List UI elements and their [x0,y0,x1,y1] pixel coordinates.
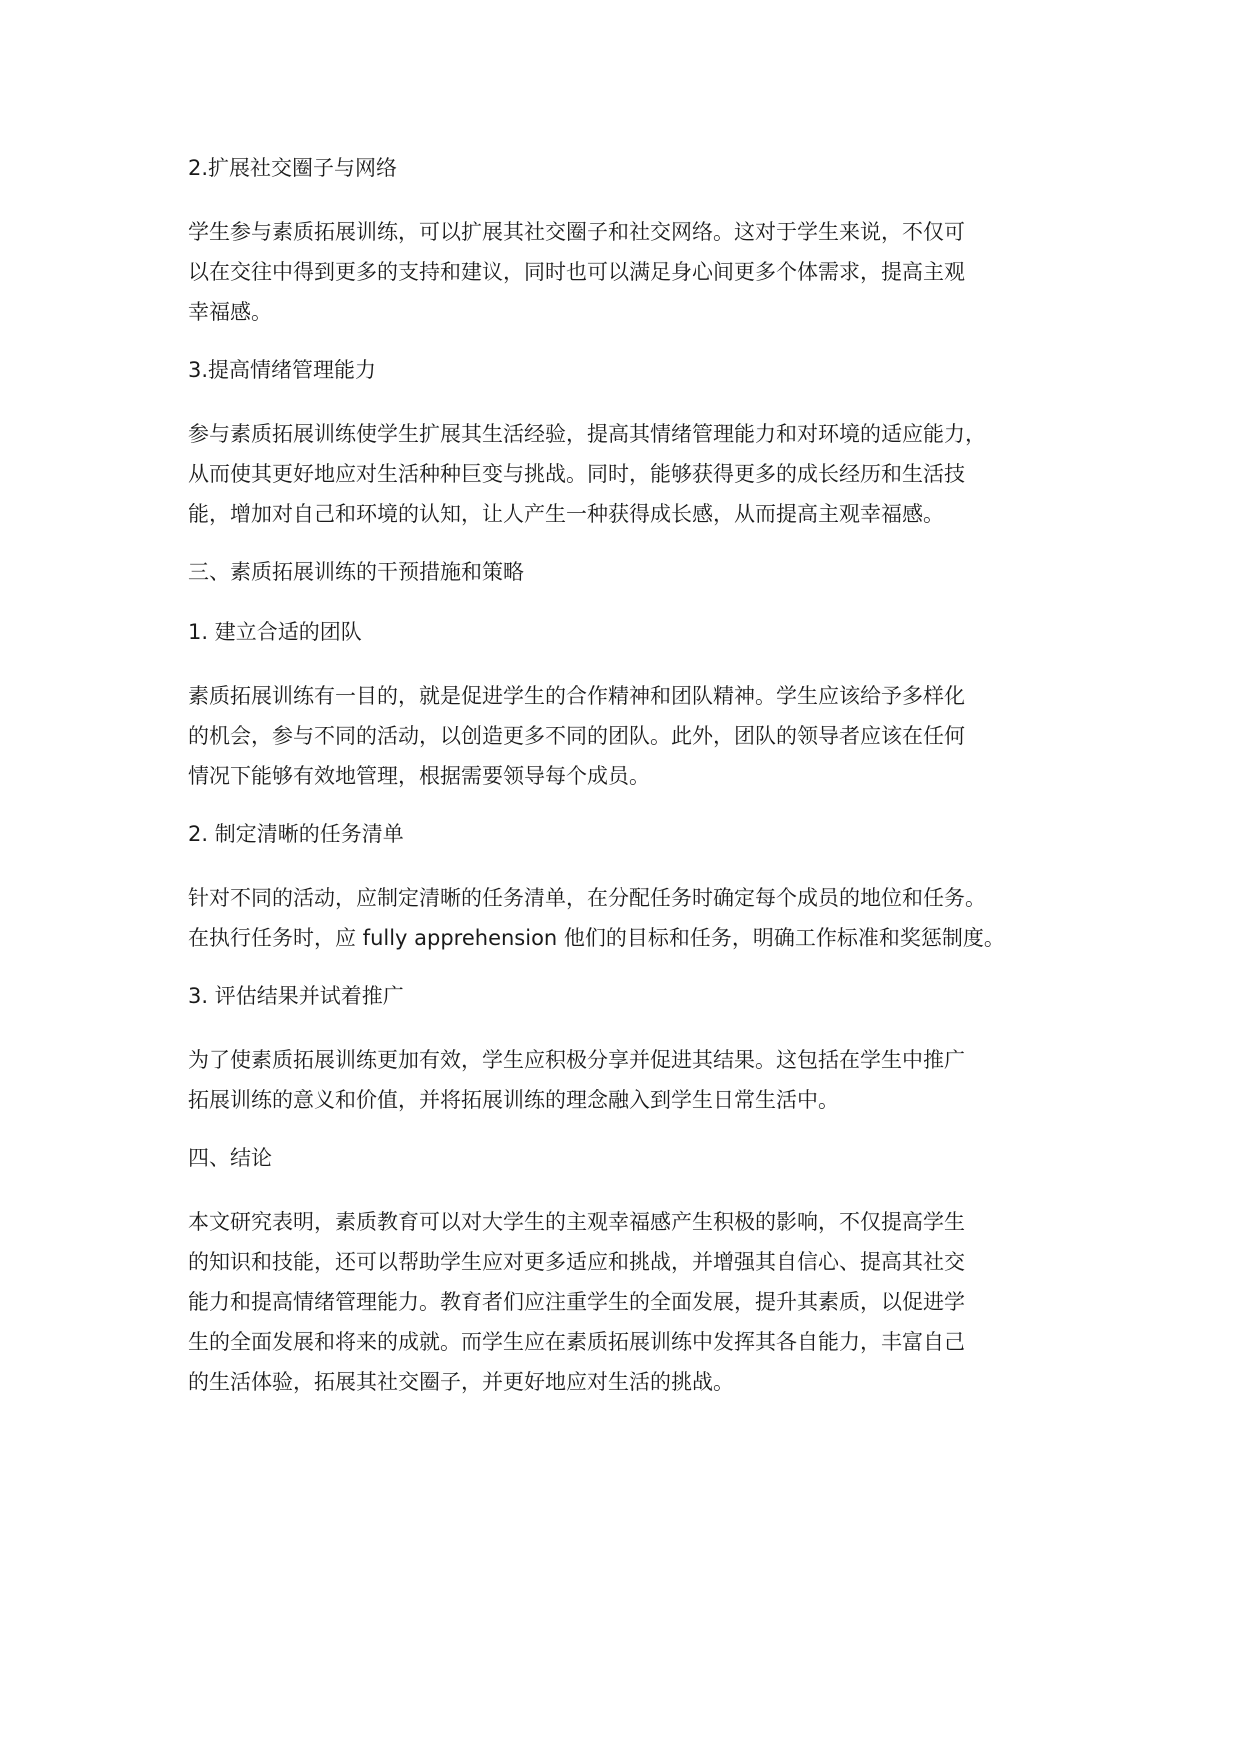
paragraph-line: 以在交往中得到更多的支持和建议，同时也可以满足身心间更多个体需求，提高主观 [188,260,965,284]
paragraph-line: 素质拓展训练有一目的，就是促进学生的合作精神和团队精神。学生应该给予多样化 [188,684,965,708]
paragraph-line: 的机会，参与不同的活动，以创造更多不同的团队。此外，团队的领导者应该在任何 [188,724,965,748]
section-heading-evaluate-results: 3. 评估结果并试着推广 [188,984,404,1008]
paragraph-line: 为了使素质拓展训练更加有效，学生应积极分享并促进其结果。这包括在学生中推广 [188,1048,965,1072]
chapter-heading-intervention-strategies: 三、素质拓展训练的干预措施和策略 [188,560,524,584]
section-paragraph-task-list [188,878,1088,958]
paragraph-line: 的生活体验，拓展其社交圈子，并更好地应对生活的挑战。 [188,1370,734,1394]
paragraph-line: 从而使其更好地应对生活种种巨变与挑战。同时，能够获得更多的成长经历和生活技 [188,462,965,486]
paragraph-line: 的知识和技能，还可以帮助学生应对更多适应和挑战，并增强其自信心、提高其社交 [188,1250,965,1274]
section-paragraph-build-team [188,676,1088,796]
document-body [188,152,1088,1424]
section-paragraph-evaluate-results [188,1040,1088,1120]
section-paragraph-conclusion [188,1202,1088,1402]
paragraph-line: 参与素质拓展训练使学生扩展其生活经验，提高其情绪管理能力和对环境的适应能力， [188,422,986,446]
section-heading-task-list: 2. 制定清晰的任务清单 [188,822,404,846]
chapter-heading-conclusion: 四、结论 [188,1146,272,1170]
paragraph-line: 针对不同的活动，应制定清晰的任务清单，在分配任务时确定每个成员的地位和任务。 [188,886,986,910]
paragraph-line: 幸福感。 [188,300,272,324]
paragraph-line: 本文研究表明，素质教育可以对大学生的主观幸福感产生积极的影响，不仅提高学生 [188,1210,965,1234]
paragraph-line: 情况下能够有效地管理，根据需要领导每个成员。 [188,764,650,788]
paragraph-line: 能力和提高情绪管理能力。教育者们应注重学生的全面发展，提升其素质，以促进学 [188,1290,965,1314]
section-paragraph-emotion-management [188,414,1088,534]
section-heading-emotion-management: 3.提高情绪管理能力 [188,358,377,382]
paragraph-line: 拓展训练的意义和价值，并将拓展训练的理念融入到学生日常生活中。 [188,1088,839,1112]
paragraph-line: 在执行任务时，应 fully apprehension 他们的目标和任务，明确工作标准和奖惩制度。 [188,926,1005,950]
section-paragraph-social-network [188,212,1088,332]
paragraph-line: 生的全面发展和将来的成就。而学生应在素质拓展训练中发挥其各自能力，丰富自己 [188,1330,965,1354]
paragraph-line: 学生参与素质拓展训练，可以扩展其社交圈子和社交网络。这对于学生来说，不仅可 [188,220,965,244]
paragraph-line: 能，增加对自己和环境的认知，让人产生一种获得成长感，从而提高主观幸福感。 [188,502,944,526]
section-heading-social-network: 2.扩展社交圈子与网络 [188,156,398,180]
section-heading-build-team: 1. 建立合适的团队 [188,620,362,644]
